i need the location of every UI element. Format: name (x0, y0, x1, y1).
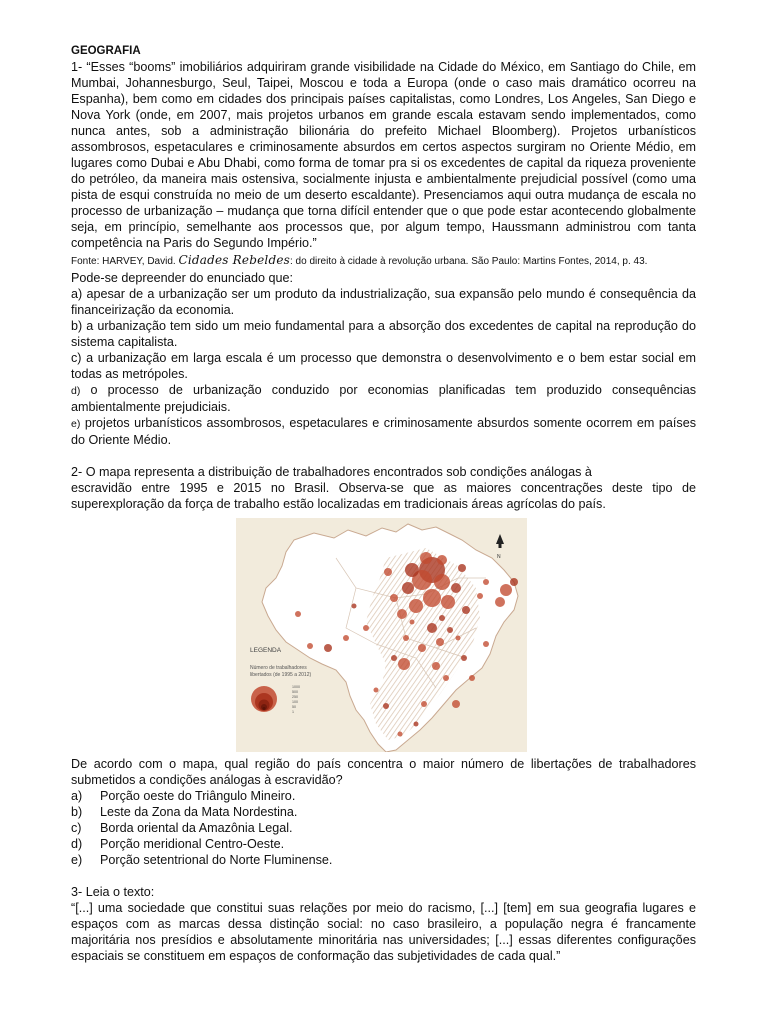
q2-option-text: Porção oeste do Triângulo Mineiro. (100, 789, 296, 803)
q1-option-d (71, 382, 696, 415)
worker-dot (402, 582, 414, 594)
q2-option-letter: e) (71, 853, 83, 867)
q2-option-letter: a) (71, 789, 83, 803)
worker-dot (483, 641, 489, 647)
legend-value: 500 (292, 690, 298, 694)
q1-option-text: o processo de urbanização conduzido por economias planificadas tem produzido consequências ambientalmente prejudiciais. (71, 383, 697, 414)
q1-option-text: a urbanização tem sido um meio fundamental para a absorção dos excedentes de capital na reprodução do sistema capitalista. (71, 319, 697, 349)
q1-option-e (71, 415, 696, 448)
brazil-labor-map (236, 518, 527, 752)
worker-dot (432, 662, 440, 670)
q2-option-letter: b) (71, 805, 83, 819)
legend-caption-1: Número de trabalhadores (250, 665, 307, 671)
q1-option-a (71, 286, 696, 318)
q1-option-b (71, 318, 696, 350)
q3-quote: “[...] uma sociedade que constitui suas relações por meio do racismo, [...] [tem] em sua geografia lugares e espaços com as marcas dessa distinção social: no caso brasileiro, a população negra é francamente majoritária nos presídios e absolutamente minoritária nas universidades; [...] essas diferentes configurações espaciais se constituem em espaços de conformação das subjetividades de cada qual.” (71, 901, 696, 963)
worker-dot (383, 703, 389, 709)
worker-dot (452, 700, 460, 708)
q1-source (71, 253, 696, 269)
worker-dot (439, 615, 445, 621)
legend-value: 1000 (292, 685, 300, 689)
worker-dot (405, 563, 419, 577)
q2-option-letter: c) (71, 821, 82, 835)
worker-dot (410, 620, 415, 625)
worker-dot (423, 589, 441, 607)
worker-dot (477, 593, 483, 599)
q1-option-text: apesar de a urbanização ser um produto da industrialização, sua expansão pelo mundo é consequência da financeirização da economia. (71, 287, 696, 317)
legend-value: 50 (292, 705, 296, 709)
q1-prompt: Pode-se depreender do enunciado que: (71, 271, 293, 285)
q1-text: 1- “Esses “booms” imobiliários adquiriram grande visibilidade na Cidade do México, em Santiago do Chile, em Mumbai, Johannesburgo, Seul, Taipei, Moscou e toda a Europa (onde o caso mais dramático ocorreu na Espanha), bem como em cidades dos principais países capitalistas, como Londres, Los Angeles, San Diego e Nova York (onde, em 2007, mais projetos urbanos em grande escala estavam sendo implementados, como nunca antes, sob a administração bilionária do prefeito Michael Bloomberg). Projetos urbanísticos assombrosos, espetaculares e criminosamente absurdos em certos aspectos surgiram no Oriente Médio, em lugares como Dubai e Abu Dhabi, como forma de tomar pra si os excedentes de capital da riqueza proveniente do petróleo, da maneira mais ostensiva, socialmente injusta e ambientalmente prejudicial possível (como uma pista de esqui construída no meio de um deserto escaldante). Presenciamos aqui outra mudança de escala no processo de urbanização – mudança que torna difícil entender que o que pode estar acontecendo globalmente seja, em princípio, semelhante aos processos que, por algum tempo, Haussmann administrou com tanta competência na Paris do Segundo Império.” (71, 60, 696, 250)
q1-option-text: projetos urbanísticos assombrosos, espetaculares e criminosamente absurdos somente ocorrem em países do Oriente Médio. (71, 416, 696, 447)
q2-option-text: Porção meridional Centro-Oeste. (100, 837, 285, 851)
worker-dot (363, 625, 369, 631)
legend-title: LEGENDA (250, 647, 282, 654)
worker-dot (397, 609, 407, 619)
north-label: N (497, 554, 501, 560)
legend-value: 1 (292, 710, 294, 714)
q3-prompt: 3- Leia o texto: (71, 885, 155, 899)
worker-dot (447, 627, 453, 633)
worker-dot (495, 597, 505, 607)
legend-value: 100 (292, 700, 298, 704)
worker-dot (403, 635, 409, 641)
worker-dot (500, 584, 512, 596)
q2-option-text: Porção setentrional do Norte Fluminense. (100, 853, 333, 867)
worker-dot (398, 658, 410, 670)
subject-heading: GEOGRAFIA (71, 45, 141, 57)
worker-dot (307, 643, 313, 649)
worker-dot (434, 574, 450, 590)
q2-option-letter: d) (71, 837, 83, 851)
worker-dot (384, 568, 392, 576)
q2-option-c (71, 820, 696, 836)
q2-option-text: Borda oriental da Amazônia Legal. (100, 821, 293, 835)
worker-dot (456, 636, 461, 641)
worker-dot (324, 644, 332, 652)
worker-dot (469, 675, 475, 681)
q1-option-letter: a) (71, 287, 83, 301)
exam-page (71, 44, 696, 964)
legend-value: 250 (292, 695, 298, 699)
worker-dot (427, 623, 437, 633)
q1-option-letter: b) (71, 319, 83, 333)
worker-dot (418, 644, 426, 652)
worker-dot (458, 564, 466, 572)
spacer (71, 448, 696, 464)
worker-dot (295, 611, 301, 617)
q1-option-text: a urbanização em larga escala é um processo que demonstra o desenvolvimento e o bem estar social em todas as metrópoles. (71, 351, 697, 381)
q1-source-book: Cidades Rebeldes (178, 253, 290, 267)
q1-option-c (71, 350, 696, 382)
worker-dot (391, 655, 397, 661)
worker-dot (462, 606, 470, 614)
legend-circles (251, 686, 277, 712)
worker-dot (398, 732, 403, 737)
worker-dot (437, 555, 447, 565)
q1-option-letter: d) (71, 385, 81, 397)
worker-dot (352, 604, 357, 609)
q1-option-letter: c) (71, 351, 82, 365)
worker-dot (420, 552, 432, 564)
worker-dot (441, 595, 455, 609)
q1-option-letter: e) (71, 418, 81, 430)
worker-dot (510, 578, 518, 586)
q2-option-e (71, 852, 696, 868)
q2-question: De acordo com o mapa, qual região do país concentra o maior número de libertações de trabalhadores submetidos a condições análogas à escravidão? (71, 757, 696, 787)
q2-option-a (71, 788, 696, 804)
worker-dot (461, 655, 467, 661)
worker-dot (451, 583, 461, 593)
q2-intro-line1: 2- O mapa representa a distribuição de trabalhadores encontrados sob condições análogas à (71, 465, 592, 479)
spacer (71, 868, 696, 884)
worker-dot (343, 635, 349, 641)
worker-dot (374, 688, 379, 693)
worker-dot (436, 638, 444, 646)
worker-dot (414, 722, 419, 727)
worker-dot (483, 579, 489, 585)
q2-option-text: Leste da Zona da Mata Nordestina. (100, 805, 298, 819)
worker-dot (421, 701, 427, 707)
worker-dot (409, 599, 423, 613)
legend-caption-2: libertados (de 1995 a 2012) (250, 672, 312, 678)
brazil-map-svg (236, 518, 527, 752)
q2-option-d (71, 836, 696, 852)
q2-intro-rest: escravidão entre 1995 e 2015 no Brasil. Observa-se que as maiores concentrações deste tipo de superexploração da força de trabalho estão localizadas em tradicionais áreas agrícolas do país. (71, 481, 696, 511)
q1-source-prefix: Fonte: HARVEY, David. (71, 256, 176, 267)
worker-dot (443, 675, 449, 681)
worker-dot (390, 594, 398, 602)
q1-source-suffix: : do direito à cidade à revolução urbana. São Paulo: Martins Fontes, 2014, p. 43. (289, 256, 648, 267)
q2-option-b (71, 804, 696, 820)
